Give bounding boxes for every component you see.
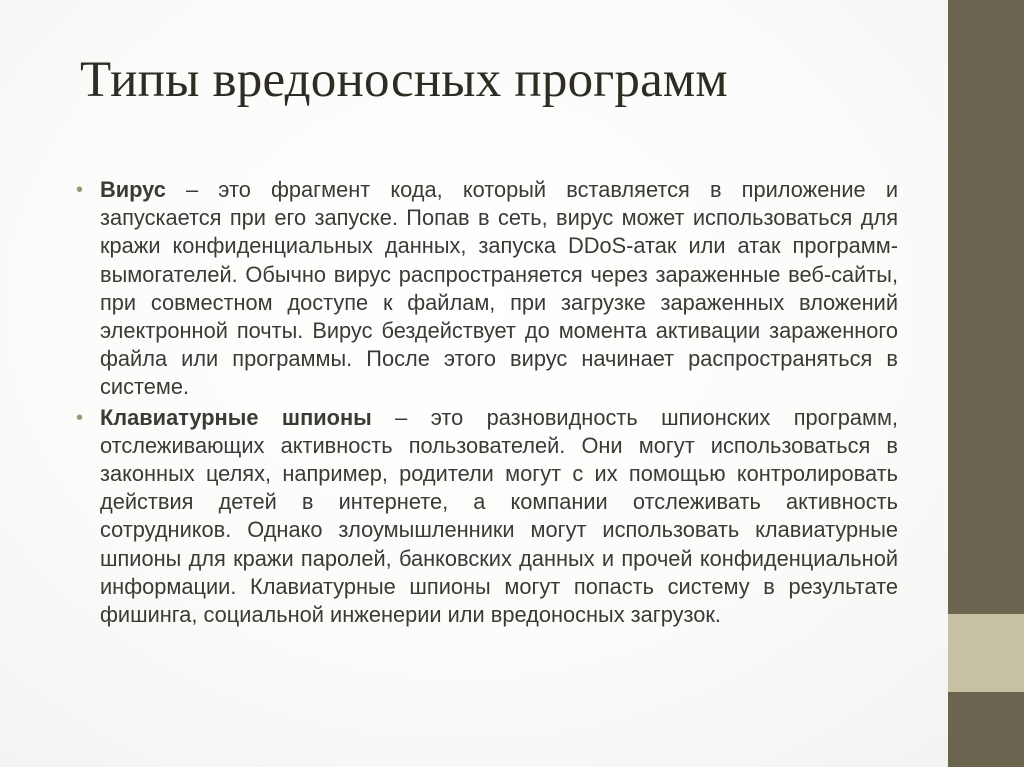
bullet-term: Вирус xyxy=(100,177,166,202)
bullet-text: – это разновидность шпионских программ, отслеживающих активность пользователей. Они могут использоваться в законных целях, например, родители могут с их помощью контролировать действия детей в интернете, а компании отслеживать активность сотрудников. Однако злоумышленники могут использовать клавиатурные шпионы для кражи паролей, банковских данных и прочей конфиденциальной информации. Клавиатурные шпионы могут попасть систему в результате фишинга, социальной инженерии или вредоносных загрузок. xyxy=(100,404,898,628)
bullet-text: – это фрагмент кода, который вставляется в приложение и запускается при его запуске. Попав в сеть, вирус может использоваться для кражи конфиденциальных данных, запуска DDoS-атак или атак программ-вымогателей. Обычно вирус распространяется через зараженные веб-сайты, при совместном доступе к файлам, при загрузке зараженных вложений электронной почты. Вирус бездействует до момента активации зараженного файла или программы. После этого вирус начинает распространяться в системе. xyxy=(100,177,898,400)
bullet-dot-icon: • xyxy=(76,406,84,429)
bullet-item-virus xyxy=(76,176,898,402)
bullet-dot-icon: • xyxy=(76,179,84,201)
slide-content xyxy=(76,176,898,631)
bullet-term: Клавиатурные шпионы xyxy=(100,404,372,430)
side-decoration-accent xyxy=(948,614,1024,692)
slide-title: Типы вредоносных программ xyxy=(80,52,728,108)
bullet-item-keyloggers xyxy=(76,404,898,630)
